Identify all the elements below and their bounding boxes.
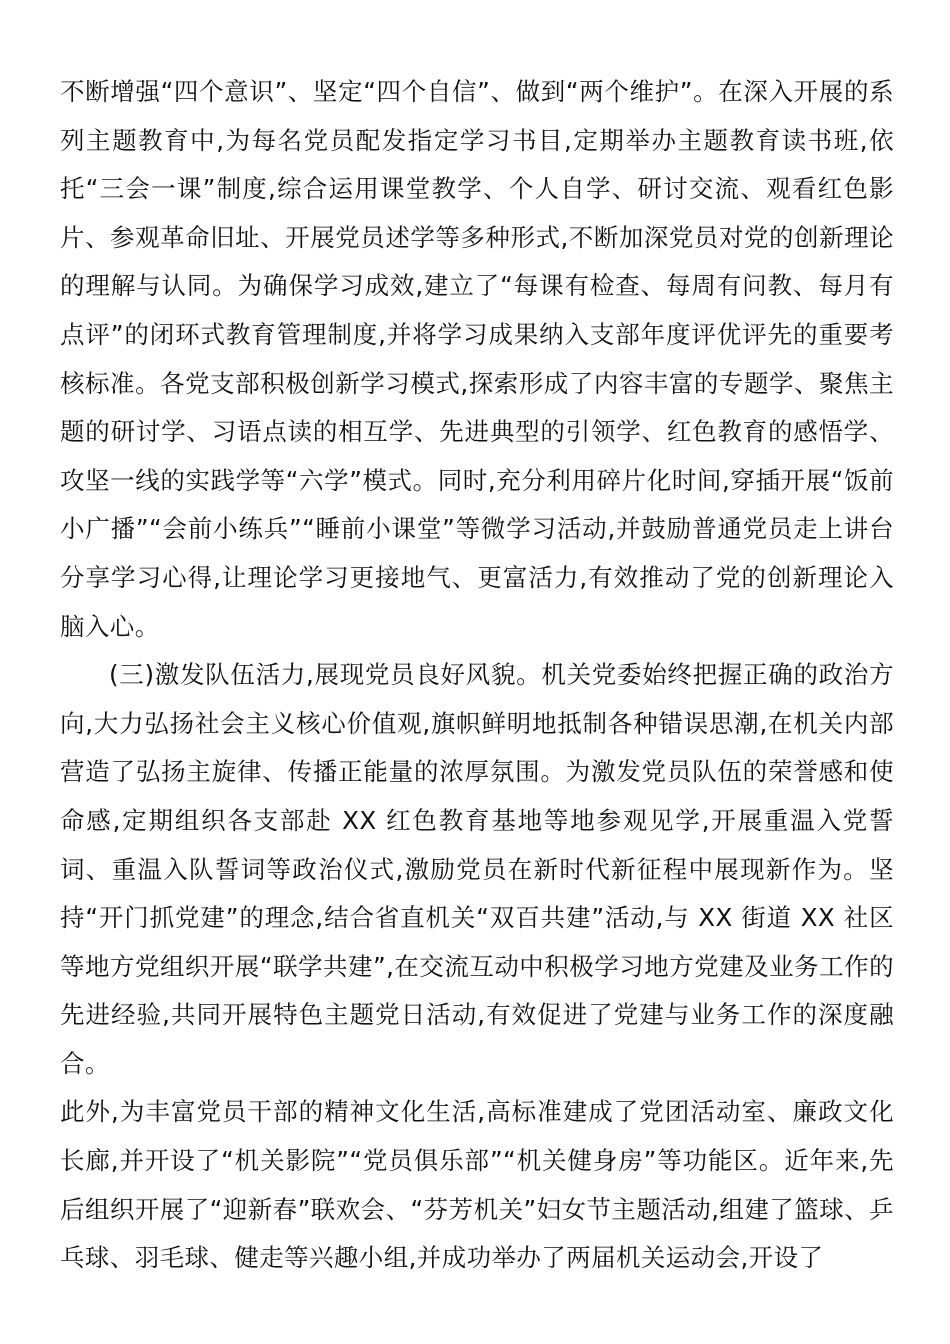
paragraph-theory-study: 不断增强“四个意识”、坚定“四个自信”、做到“两个维护”。在深入开展的系列主题教育中,为每名党员配发指定学习书目,定期举办主题教育读书班,依托“三会一课”制度,综合运用课堂教学、个人自学、研讨交流、观看红色影片、参观革命旧址、开展党员述学等多种形式,不断加深党员对党的创新理论的理解与认同。为确保学习成效,建立了“每课有检查、每周有问教、每月有点评”的闭环式教育管理制度,并将学习成果纳入支部年度评优评先的重要考核标准。各党支部积极创新学习模式,探索形成了内容丰富的专题学、聚焦主题的研讨学、习语点读的相互学、先进典型的引领学、红色教育的感悟学、攻坚一线的实践学等“六学”模式。同时,充分利用碎片化时间,穿插开展“饭前小广播”“会前小练兵”“睡前小课堂”等微学习活动,并鼓励普通党员走上讲台分享学习心得,让理论学习更接地气、更富活力,有效推动了党的创新理论入脑入心。: [60, 77, 894, 641]
document-page: [60, 68, 894, 1283]
paragraph-team-vitality: (三)激发队伍活力,展现党员良好风貌。机关党委始终把握正确的政治方向,大力弘扬社会主义核心价值观,旗帜鲜明地抵制各种错误思潮,在机关内部营造了弘扬主旋律、传播正能量的浓厚氛围。为激发党员队伍的荣誉感和使命感,定期组织各支部赴 XX 红色教育基地等地参观见学,开展重温入党誓词、重温入队誓词等政治仪式,激励党员在新时代新征程中展现新作为。坚持“开门抓党建”的理念,结合省直机关“双百共建”活动,与 XX 街道 XX 社区等地方党组织开展“联学共建”,在交流互动中积极学习地方党建及业务工作的先进经验,共同开展特色主题党日活动,有效促进了党建与业务工作的深度融合。: [60, 660, 894, 1078]
paragraph-cultural-life: 此外,为丰富党员干部的精神文化生活,高标准建成了党团活动室、廉政文化长廊,并开设了“机关影院”“党员俱乐部”“机关健身房”等功能区。近年来,先后组织开展了“迎新春”联欢会、“芬芳机关”妇女节主题活动,组建了篮球、乒乓球、羽毛球、健走等兴趣小组,并成功举办了两届机关运动会,开设了: [60, 1097, 894, 1273]
